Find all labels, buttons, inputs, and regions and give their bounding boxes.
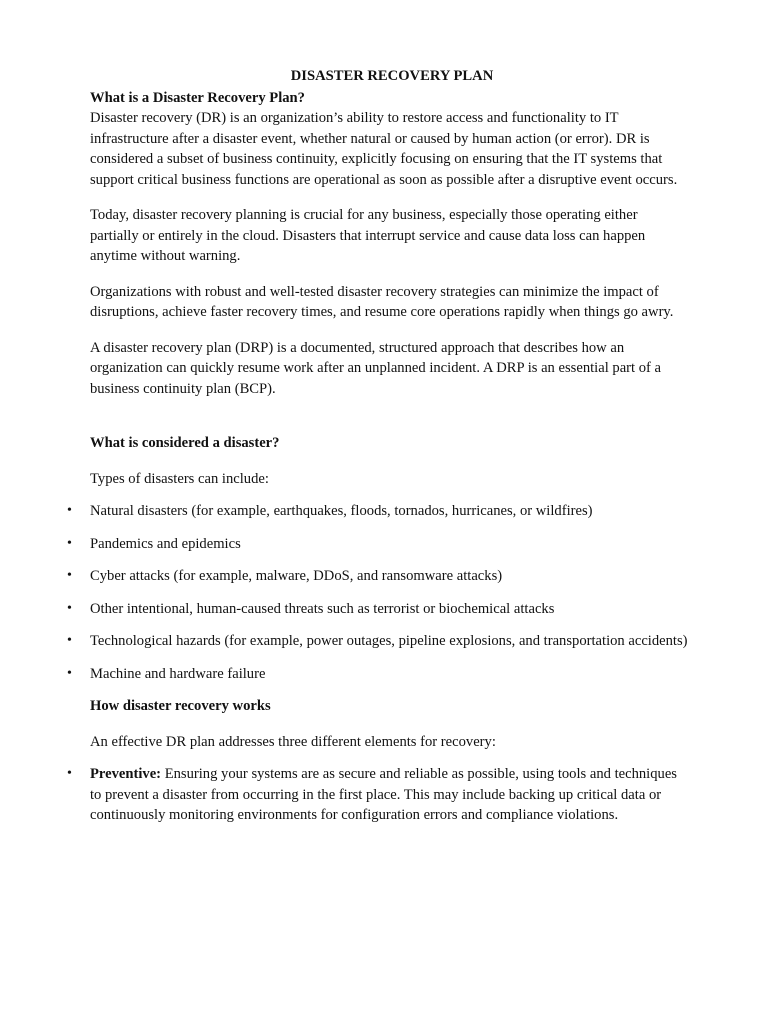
section-heading-what-is-drp: What is a Disaster Recovery Plan? <box>90 89 305 106</box>
list-item: • Technological hazards (for example, power outages, pipeline explosions, and transportation accidents) <box>90 631 688 652</box>
element-term-preventive: Preventive: <box>90 766 162 782</box>
paragraph-drp-definition: A disaster recovery plan (DRP) is a documented, structured approach that describes how an organization can quickly resume work after an unplanned incident. A DRP is an essential part of a business continuity plan (BCP). <box>90 339 662 397</box>
paragraph-dr-strategies: Organizations with robust and well-tested disaster recovery strategies can minimize the impact of disruptions, achieve faster recovery times, and resume core operations rapidly when things go awry. <box>90 283 674 320</box>
paragraph-dr-importance: Today, disaster recovery planning is crucial for any business, especially those operating either partially or entirely in the cloud. Disasters that interrupt service and cause data loss can happen anytime without warning. <box>90 207 646 264</box>
disaster-types-intro: Types of disasters can include: <box>90 470 269 487</box>
list-item: • Machine and hardware failure <box>90 664 688 685</box>
element-description-preventive: Ensuring your systems are as secure and reliable as possible, using tools and techniques to prevent a disaster from occurring in the first place. This may include backing up critical data or continuously monitoring environments for configuration errors and compliance violations. <box>90 766 677 823</box>
dr-elements-list <box>90 764 688 826</box>
list-item: • Other intentional, human-caused threats such as terrorist or biochemical attacks <box>90 599 688 620</box>
document-title: DISASTER RECOVERY PLAN <box>290 68 494 84</box>
list-item <box>90 764 688 826</box>
list-item: • Cyber attacks (for example, malware, DDoS, and ransomware attacks) <box>90 566 688 587</box>
list-item: • Pandemics and epidemics <box>90 534 688 555</box>
disaster-types-list <box>90 501 688 684</box>
paragraph-dr-definition: Disaster recovery (DR) is an organization’s ability to restore access and functionality to IT infrastructure after a disaster event, whether natural or caused by human action (or error). DR is considered a subset of business continuity, explicitly focusing on ensuring that the IT systems that support critical business functions are operational as soon as possible after a disruptive event occurs. <box>90 110 678 188</box>
dr-elements-intro: An effective DR plan addresses three different elements for recovery: <box>90 733 496 750</box>
section-heading-how-dr-works: How disaster recovery works <box>90 698 271 714</box>
section-heading-what-is-disaster: What is considered a disaster? <box>90 435 280 451</box>
list-item: • Natural disasters (for example, earthquakes, floods, tornados, hurricanes, or wildfires) <box>90 501 688 522</box>
